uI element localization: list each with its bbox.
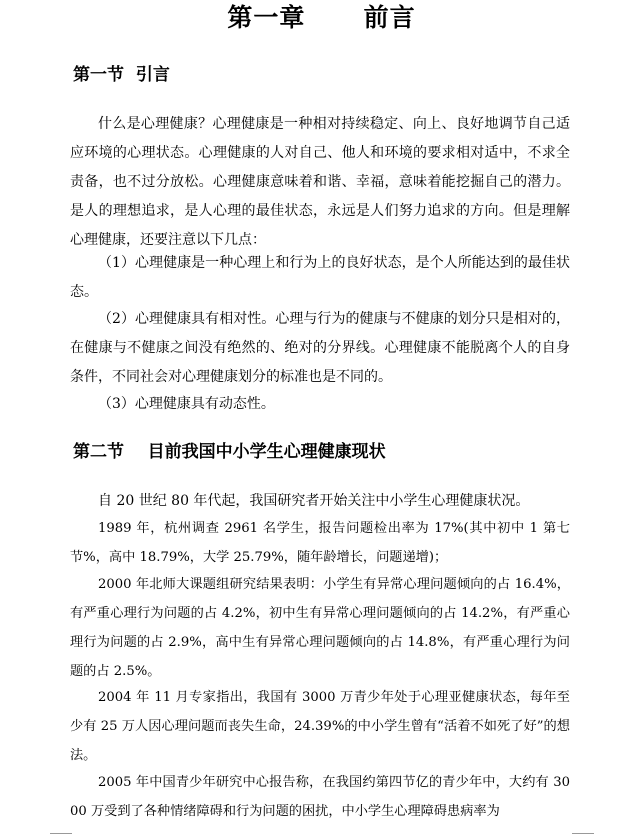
paragraph-status-intro: 自 20 世纪 80 年代起，我国研究者开始关注中小学生心理健康状况。: [98, 493, 530, 509]
paragraph-2005-report: 2005 年中国青少年研究中心报告称，在我国约第四节亿的青少年中，大约有 3000 万受到了各种情绪障碍和行为问题的困扰，中小学生心理障碍患病率为: [70, 775, 570, 819]
paragraph-point-3: （3）心理健康具有动态性。: [98, 396, 275, 412]
page-footer-rule-right: [572, 833, 594, 834]
paragraph-2000-study: 2000 年北师大课题组研究结果表明：小学生有异常心理问题倾向的占 16.4%，有严重心理行为问题的占 4.2%，初中生有异常心理问题倾向的占 14.2%，有严重心理行为问题的占 2.9%，高中生有异常心理问题倾向的占 14.8%，有严重心理行为问题的占 2.5%。: [70, 577, 570, 679]
paragraph-point-1: （1）心理健康是一种心理上和行为上的良好状态，是个人所能达到的最佳状态。: [70, 255, 570, 300]
paragraph-2004-experts: 2004 年 11 月专家指出，我国有 3000 万青少年处于心理亚健康状态，每年至少有 25 万人因心理问题而丧失生命，24.39%的中小学生曾有“活着不如死了好”的想法。: [70, 690, 570, 763]
paragraph-1989-survey: 1989 年，杭州调查 2961 名学生，报告问题检出率为 17%(其中初中 1 第七节%，高中 18.79%，大学 25.79%，随年龄增长，问题递增)；: [70, 521, 570, 565]
paragraph-intro-definition: 什么是心理健康？心理健康是一种相对持续稳定、向上、良好地调节自己适应环境的心理状态。心理健康的人对自己、他人和环境的要求相对适中，不求全责备，也不过分放松。心理健康意味着和谐、幸福，意味着能挖掘自己的潜力。是人的理想追求，是人心理的最佳状态，永远是人们努力追求的方向。但是理解心理健康，还要注意以下几点：: [70, 116, 570, 248]
chapter-title: 第一章 前言: [227, 3, 416, 32]
section-title-intro: 第一节 引言: [73, 65, 170, 85]
page-footer-rule-left: [50, 833, 72, 834]
section-title-status: 第二节 目前我国中小学生心理健康现状: [73, 442, 386, 462]
paragraph-point-2: （2）心理健康具有相对性。心理与行为的健康与不健康的划分只是相对的，在健康与不健康之间没有绝然的、绝对的分界线。心理健康不能脱离个人的自身条件，不同社会对心理健康划分的标准也是不同的。: [70, 311, 570, 385]
